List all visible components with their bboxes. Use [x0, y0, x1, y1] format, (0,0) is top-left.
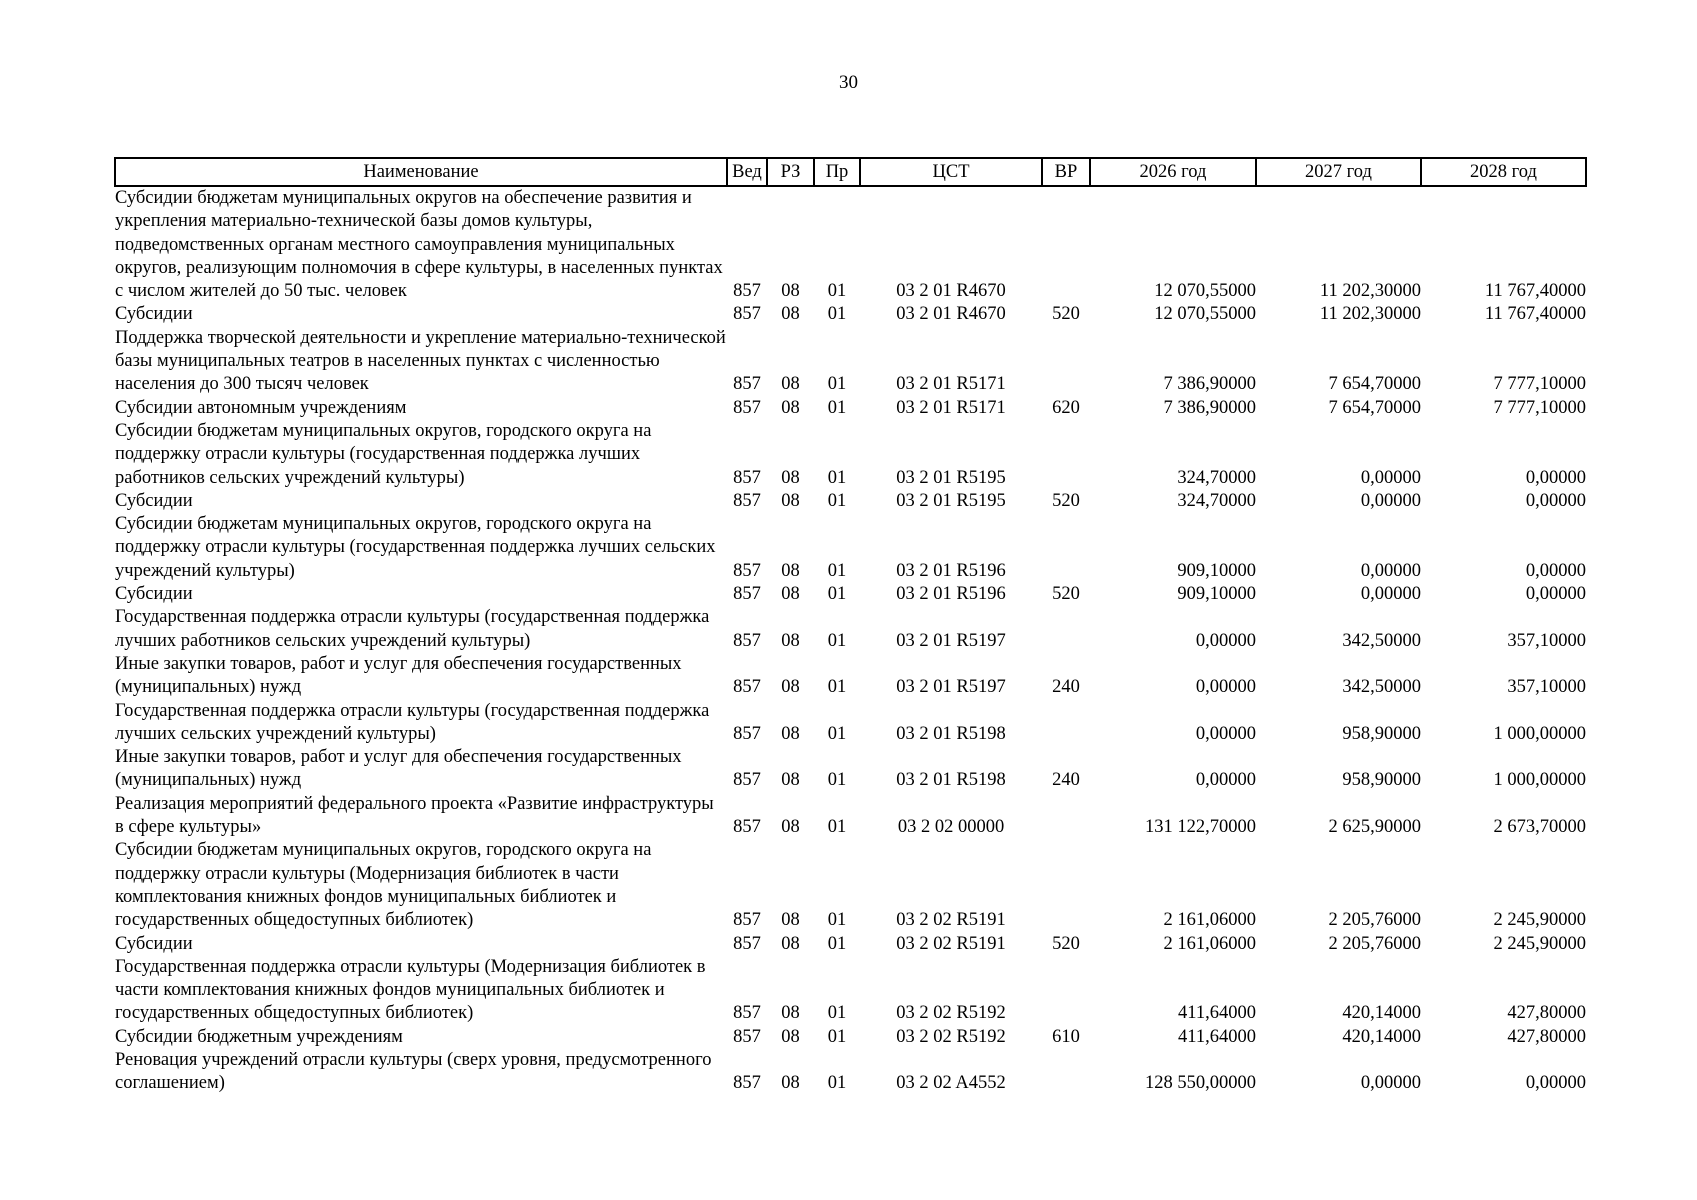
row-2026: 7 386,90000 [1163, 374, 1256, 395]
table-row [115, 653, 1586, 700]
table-row [115, 956, 1586, 1026]
row-2028: 427,80000 [1507, 1026, 1586, 1047]
row-2026: 12 070,55000 [1154, 304, 1256, 325]
row-cst: 03 2 02 R5191 [896, 933, 1006, 954]
header-2026: 2026 год [1090, 158, 1256, 186]
row-vr [1042, 606, 1090, 653]
row-name: Субсидии бюджетам муниципальных округов, городского округа на поддержку отрасли культуры (Модернизация библиотек в части комплектования книжных фондов муниципальных библиотек и государственных общедоступных библиотек) [115, 840, 652, 931]
table-row [115, 933, 1586, 956]
row-rz: 08 [781, 584, 800, 605]
row-2028: 11 767,40000 [1484, 304, 1586, 325]
row-2026: 0,00000 [1195, 630, 1256, 651]
row-2028: 0,00000 [1525, 1073, 1586, 1094]
table-row [115, 490, 1586, 513]
row-name: Субсидии [115, 490, 193, 511]
row-2026: 2 161,06000 [1163, 910, 1256, 931]
row-2026: 12 070,55000 [1154, 281, 1256, 302]
row-pr: 01 [827, 910, 847, 931]
row-rz: 08 [781, 933, 800, 954]
row-vr [1042, 1049, 1090, 1096]
header-pr: Пр [814, 158, 860, 186]
row-cst: 03 2 01 R5195 [896, 490, 1006, 511]
row-vr [1042, 700, 1090, 747]
row-2028: 0,00000 [1525, 467, 1586, 488]
row-name: Субсидии бюджетным учреждениям [115, 1026, 403, 1047]
header-cst: ЦСТ [860, 158, 1042, 186]
row-name: Иные закупки товаров, работ и услуг для обеспечения государственных (муниципальных) нужд [115, 653, 682, 698]
row-vr: 610 [1052, 1026, 1080, 1047]
row-2028: 2 245,90000 [1493, 933, 1586, 954]
row-2026: 0,00000 [1195, 770, 1256, 791]
row-cst: 03 2 02 R5192 [896, 1026, 1006, 1047]
row-ved: 857 [733, 281, 761, 302]
row-cst: 03 2 01 R5195 [896, 467, 1006, 488]
table-row [115, 700, 1586, 747]
row-2027: 0,00000 [1360, 490, 1421, 511]
row-2027: 342,50000 [1342, 677, 1421, 698]
row-rz: 08 [781, 770, 800, 791]
row-rz: 08 [781, 723, 800, 744]
table-row [115, 746, 1586, 793]
row-2027: 0,00000 [1360, 467, 1421, 488]
row-2026: 324,70000 [1177, 467, 1256, 488]
row-2027: 2 625,90000 [1328, 817, 1421, 838]
row-ved: 857 [733, 1073, 761, 1094]
row-cst: 03 2 02 00000 [897, 817, 1005, 838]
row-name: Субсидии автономным учреждениям [115, 397, 407, 418]
row-vr [1042, 513, 1090, 583]
row-2028: 11 767,40000 [1484, 281, 1586, 302]
row-ved: 857 [733, 304, 761, 325]
row-2027: 7 654,70000 [1328, 397, 1421, 418]
row-name: Субсидии [115, 584, 193, 605]
table-row [115, 513, 1586, 583]
row-pr: 01 [827, 630, 847, 651]
row-name: Поддержка творческой деятельности и укрепление материально-технической базы муниципальных театров в населенных пунктах с численностью населения до 300 тысяч человек [115, 327, 726, 395]
row-pr: 01 [827, 933, 847, 954]
row-2027: 2 205,76000 [1328, 910, 1421, 931]
row-pr: 01 [827, 1026, 847, 1047]
row-rz: 08 [781, 1026, 800, 1047]
row-ved: 857 [733, 1026, 761, 1047]
row-pr: 01 [827, 1073, 847, 1094]
row-vr: 240 [1052, 677, 1080, 698]
table-row [115, 606, 1586, 653]
row-2028: 7 777,10000 [1493, 374, 1586, 395]
row-2027: 420,14000 [1342, 1003, 1421, 1024]
row-name: Субсидии бюджетам муниципальных округов, городского округа на поддержку отрасли культуры (государственная поддержка лучших сельских учреждений культуры) [115, 514, 716, 581]
row-2028: 0,00000 [1525, 490, 1586, 511]
table-row [115, 1026, 1586, 1049]
row-2027: 0,00000 [1360, 584, 1421, 605]
row-ved: 857 [733, 374, 761, 395]
header-name: Наименование [115, 158, 727, 186]
row-rz: 08 [781, 281, 800, 302]
row-pr: 01 [827, 397, 847, 418]
row-2027: 420,14000 [1342, 1026, 1421, 1047]
row-2026: 0,00000 [1195, 723, 1256, 744]
row-2027: 11 202,30000 [1319, 304, 1421, 325]
table-header-row [115, 158, 1586, 186]
row-rz: 08 [781, 1003, 800, 1024]
row-pr: 01 [827, 490, 847, 511]
row-cst: 03 2 01 R4670 [896, 304, 1006, 325]
table-row [115, 303, 1586, 326]
row-ved: 857 [733, 490, 761, 511]
row-cst: 03 2 01 R5171 [896, 374, 1006, 395]
row-vr [1042, 327, 1090, 397]
table-row [115, 397, 1586, 420]
header-rz: РЗ [767, 158, 814, 186]
header-2028: 2028 год [1421, 158, 1586, 186]
row-2027: 0,00000 [1360, 560, 1421, 581]
row-pr: 01 [827, 304, 847, 325]
row-2028: 1 000,00000 [1493, 770, 1586, 791]
header-ved: Вед [727, 158, 767, 186]
row-2026: 411,64000 [1178, 1003, 1256, 1024]
row-rz: 08 [781, 560, 800, 581]
row-2027: 0,00000 [1360, 1073, 1421, 1094]
row-vr: 520 [1052, 584, 1080, 605]
row-ved: 857 [733, 817, 761, 838]
row-ved: 857 [733, 560, 761, 581]
row-2027: 342,50000 [1342, 630, 1421, 651]
row-2028: 7 777,10000 [1493, 397, 1586, 418]
row-name: Реализация мероприятий федерального проекта «Развитие инфраструктуры в сфере культуры» [115, 793, 714, 838]
row-rz: 08 [781, 490, 800, 511]
row-rz: 08 [781, 374, 800, 395]
row-vr [1042, 793, 1090, 840]
row-2028: 427,80000 [1507, 1003, 1586, 1024]
row-vr: 520 [1052, 933, 1080, 954]
row-2026: 7 386,90000 [1163, 397, 1256, 418]
header-vr: ВР [1042, 158, 1090, 186]
row-pr: 01 [827, 584, 847, 605]
row-2026: 128 550,00000 [1145, 1073, 1256, 1094]
row-2028: 1 000,00000 [1493, 723, 1586, 744]
row-rz: 08 [781, 397, 800, 418]
row-vr [1042, 839, 1090, 932]
row-cst: 03 2 01 R5196 [896, 560, 1006, 581]
row-2027: 11 202,30000 [1319, 281, 1421, 302]
row-vr [1042, 186, 1090, 303]
row-cst: 03 2 02 R5192 [896, 1003, 1006, 1024]
row-pr: 01 [827, 1003, 847, 1024]
budget-table [114, 157, 1587, 1096]
row-ved: 857 [733, 584, 761, 605]
table-row [115, 1049, 1586, 1096]
row-pr: 01 [827, 817, 847, 838]
row-vr: 620 [1052, 397, 1080, 418]
row-vr: 520 [1052, 304, 1080, 325]
row-name: Государственная поддержка отрасли культуры (государственная поддержка лучших сельских учреждений культуры) [115, 700, 710, 744]
row-2026: 0,00000 [1195, 677, 1256, 698]
row-cst: 03 2 02 A4552 [896, 1073, 1006, 1094]
row-rz: 08 [781, 1073, 800, 1094]
table-row [115, 327, 1586, 397]
row-name: Субсидии [115, 304, 193, 325]
row-name: Иные закупки товаров, работ и услуг для обеспечения государственных (муниципальных) нужд [115, 747, 682, 791]
row-name: Субсидии бюджетам муниципальных округов, городского округа на поддержку отрасли культуры (государственная поддержка лучших работников сельских учреждений культуры) [115, 420, 652, 488]
row-cst: 03 2 01 R5197 [896, 677, 1006, 698]
row-2026: 2 161,06000 [1163, 933, 1256, 954]
row-2026: 909,10000 [1177, 560, 1256, 581]
row-2028: 2 673,70000 [1493, 817, 1586, 838]
row-vr: 520 [1052, 490, 1080, 511]
row-cst: 03 2 01 R5197 [896, 630, 1006, 651]
row-ved: 857 [733, 1003, 761, 1024]
row-vr [1042, 420, 1090, 490]
row-2028: 0,00000 [1525, 560, 1586, 581]
row-pr: 01 [827, 677, 847, 698]
row-cst: 03 2 01 R5196 [896, 584, 1006, 605]
row-2026: 909,10000 [1177, 584, 1256, 605]
row-name: Государственная поддержка отрасли культуры (Модернизация библиотек в части комплектования книжных фондов муниципальных библиотек и государственных общедоступных библиотек) [115, 956, 706, 1024]
row-ved: 857 [733, 910, 761, 931]
row-pr: 01 [827, 560, 847, 581]
row-2026: 131 122,70000 [1145, 817, 1256, 838]
table-row [115, 793, 1586, 840]
row-rz: 08 [781, 467, 800, 488]
row-2026: 324,70000 [1177, 490, 1256, 511]
row-2026: 411,64000 [1178, 1026, 1256, 1047]
row-2028: 357,10000 [1507, 630, 1586, 651]
row-name: Субсидии бюджетам муниципальных округов на обеспечение развития и укрепления материально-технической базы домов культуры, подведомственных органам местного самоуправления муниципальных округов, реализующим полномочия в сфере культуры, в населенных пунктах с числом жителей до 50 тыс. человек [115, 188, 723, 302]
row-ved: 857 [733, 770, 761, 791]
row-rz: 08 [781, 630, 800, 651]
row-cst: 03 2 01 R4670 [896, 281, 1006, 302]
table-row [115, 839, 1586, 932]
row-cst: 03 2 01 R5198 [896, 723, 1006, 744]
row-2027: 7 654,70000 [1328, 374, 1421, 395]
row-rz: 08 [781, 677, 800, 698]
row-pr: 01 [827, 281, 847, 302]
row-cst: 03 2 01 R5198 [896, 770, 1006, 791]
row-rz: 08 [781, 817, 800, 838]
table-row [115, 583, 1586, 606]
row-pr: 01 [827, 467, 847, 488]
row-cst: 03 2 02 R5191 [896, 910, 1006, 931]
row-vr: 240 [1052, 770, 1080, 791]
row-ved: 857 [733, 630, 761, 651]
row-ved: 857 [733, 467, 761, 488]
row-name: Реновация учреждений отрасли культуры (сверх уровня, предусмотренного соглашением) [115, 1049, 712, 1094]
row-name: Государственная поддержка отрасли культуры (государственная поддержка лучших работников сельских учреждений культуры) [115, 607, 710, 651]
row-pr: 01 [827, 723, 847, 744]
row-ved: 857 [733, 933, 761, 954]
row-2028: 2 245,90000 [1493, 910, 1586, 931]
row-2027: 958,90000 [1342, 770, 1421, 791]
row-vr [1042, 956, 1090, 1026]
page-number: 30 [839, 72, 858, 93]
row-pr: 01 [827, 374, 847, 395]
table-body [115, 186, 1586, 1096]
row-2027: 2 205,76000 [1328, 933, 1421, 954]
row-2027: 958,90000 [1342, 723, 1421, 744]
row-ved: 857 [733, 397, 761, 418]
row-ved: 857 [733, 723, 761, 744]
table-row [115, 186, 1586, 303]
row-2028: 357,10000 [1507, 677, 1586, 698]
table-row [115, 420, 1586, 490]
row-2028: 0,00000 [1525, 584, 1586, 605]
row-name: Субсидии [115, 933, 193, 954]
row-rz: 08 [781, 910, 800, 931]
row-cst: 03 2 01 R5171 [896, 397, 1006, 418]
row-pr: 01 [827, 770, 847, 791]
row-ved: 857 [733, 677, 761, 698]
header-2027: 2027 год [1256, 158, 1421, 186]
row-rz: 08 [781, 304, 800, 325]
